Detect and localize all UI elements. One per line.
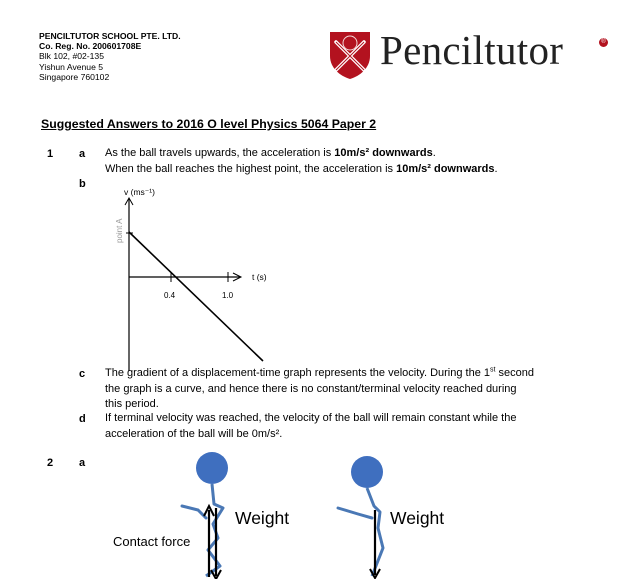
q1b-label: b	[79, 178, 86, 190]
q1c-label: c	[79, 368, 86, 380]
left-figure-arm	[182, 506, 206, 518]
point-a-label: point A	[115, 218, 124, 243]
question-1-number: 1	[47, 148, 54, 160]
q1d-answer	[105, 411, 585, 442]
document-title: Suggested Answers to 2016 O level Physics 5064 Paper 2	[41, 117, 377, 131]
q1d-line-1: If terminal velocity was reached, the velocity of the ball will remain constant while the	[105, 412, 517, 424]
velocity-time-graph	[100, 183, 300, 373]
left-figure-head	[196, 452, 228, 484]
school-address-block	[39, 31, 181, 82]
right-figure-arm	[338, 508, 372, 518]
contact-force-label: Contact force	[113, 534, 191, 549]
left-weight-label: Weight	[235, 508, 290, 528]
q1a-line-2: When the ball reaches the highest point, the acceleration is 10m/s² downwards.	[105, 162, 498, 175]
company-reg-no: Co. Reg. No. 200601708E	[39, 41, 142, 52]
right-weight-label: Weight	[390, 508, 445, 528]
right-figure-head	[351, 456, 383, 488]
brand-name: Penciltutor	[380, 27, 564, 73]
tick-label-0-4: 0.4	[164, 291, 176, 300]
address-line-3: Singapore 760102	[39, 71, 110, 82]
y-axis-label: v (ms⁻¹)	[124, 187, 155, 197]
q1d-line-2: acceleration of the ball will be 0m/s².	[105, 427, 283, 440]
shield-logo-icon	[328, 30, 372, 80]
school-name: PENCILTUTOR SCHOOL PTE. LTD.	[39, 31, 181, 41]
q1c-line-3: this period.	[105, 398, 159, 411]
q1a-answer	[105, 146, 585, 177]
registered-mark: ®	[599, 38, 608, 47]
x-axis-label: t (s)	[252, 272, 267, 282]
velocity-line	[129, 232, 263, 361]
q1c-line-1: The gradient of a displacement-time graph represents the velocity. During the 1st second	[105, 366, 534, 379]
q1a-line-1: As the ball travels upwards, the acceleration is 10m/s² downwards.	[105, 147, 436, 159]
q1c-line-2: the graph is a curve, and hence there is no constant/terminal velocity reached during	[105, 382, 517, 395]
q1d-label: d	[79, 413, 86, 425]
q1c-answer	[105, 366, 585, 413]
q2a-label: a	[79, 457, 86, 469]
address-line-2: Yishun Avenue 5	[39, 61, 104, 72]
q1a-label: a	[79, 148, 86, 160]
question-2-number: 2	[47, 457, 54, 469]
address-line-1: Blk 102, #02-135	[39, 51, 104, 62]
tick-label-1-0: 1.0	[222, 291, 234, 300]
skydiver-force-diagram	[110, 448, 490, 579]
